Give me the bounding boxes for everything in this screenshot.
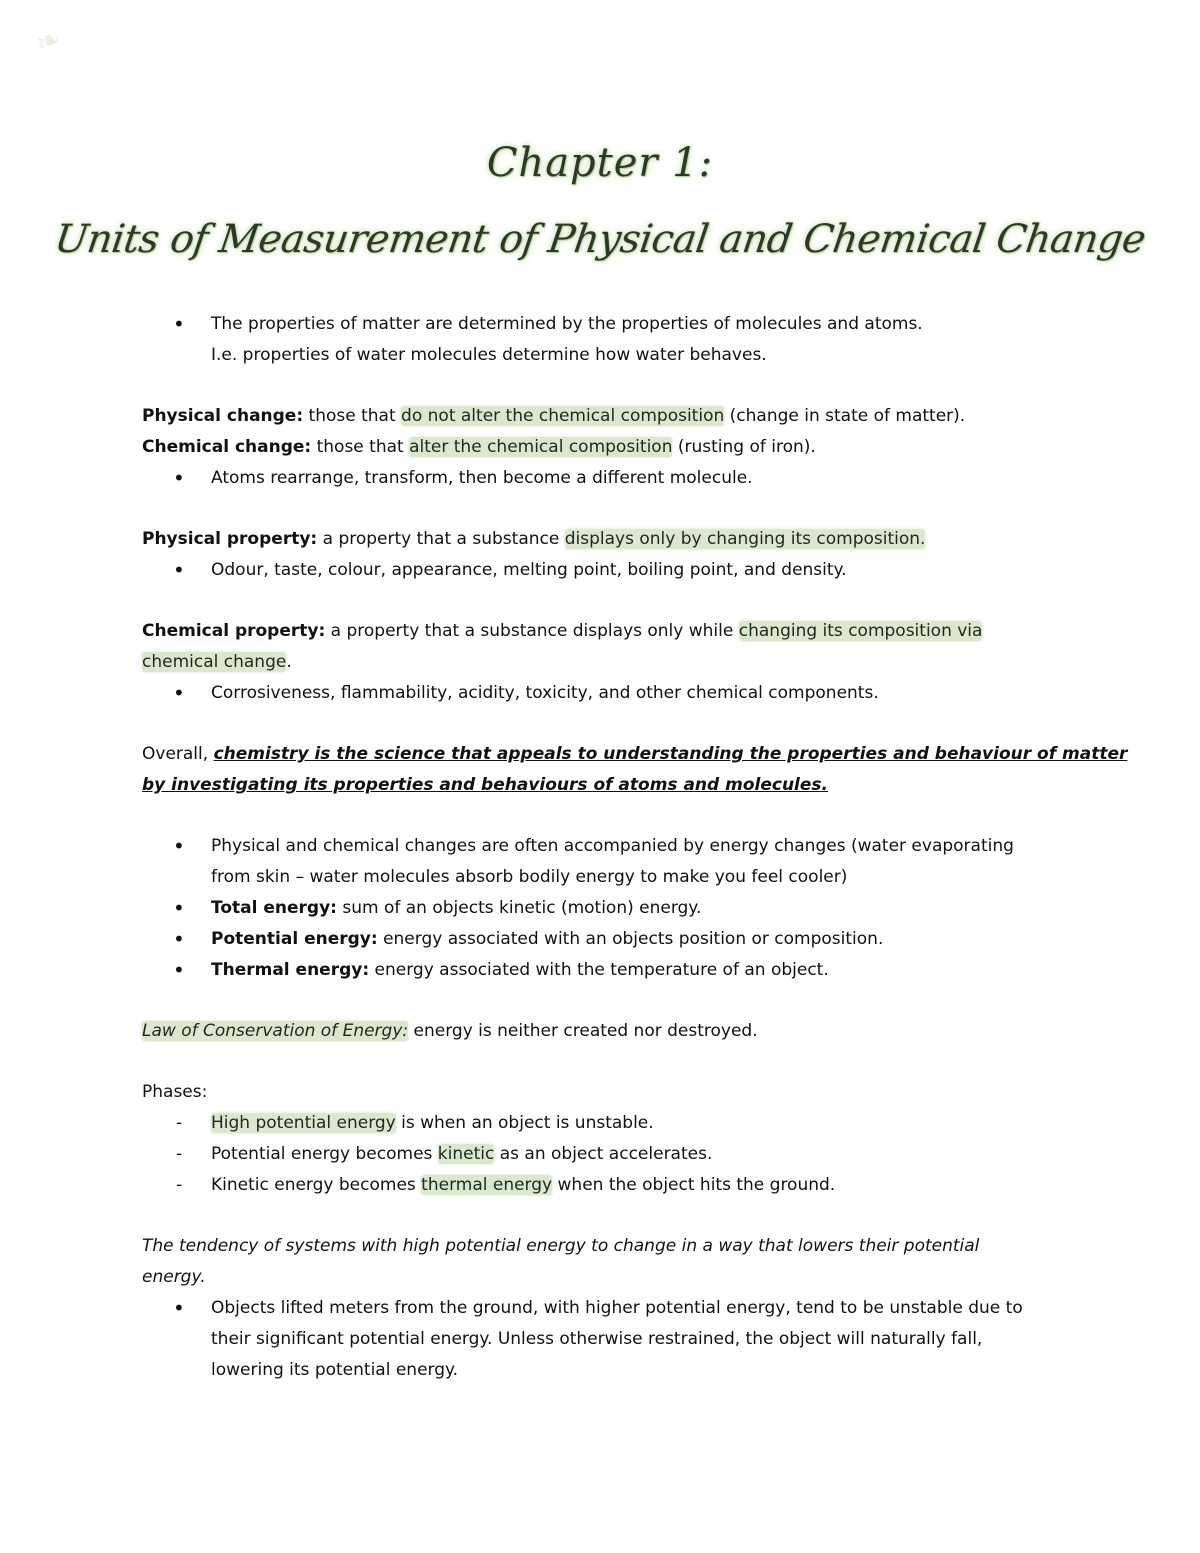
chemical-change-bullet: • Atoms rearrange, transform, then become a different molecule. (142, 463, 1082, 494)
physical-change-definition: Physical change: those that do not alter the chemical composition (change in state of matter). (142, 406, 966, 426)
tendency-statement: The tendency of systems with high potential energy to change in a way that lowers their potential (142, 1236, 980, 1256)
tendency-bullet: • Objects lifted meters from the ground, with higher potential energy, tend to be unstable due to (142, 1293, 1082, 1324)
notes-body (142, 309, 1128, 1386)
intro-bullet: • The properties of matter are determined by the properties of molecules and atoms. (142, 309, 1082, 340)
energy-change-continuation: from skin – water molecules absorb bodily energy to make you feel cooler) (211, 867, 848, 887)
overall-statement-continuation: by investigating its properties and behaviours of atoms and molecules. (142, 775, 828, 795)
law-of-conservation: Law of Conservation of Energy: energy is neither created nor destroyed. (142, 1021, 758, 1041)
total-energy-bullet: • Total energy: sum of an objects kinetic (motion) energy. (142, 893, 1082, 924)
physical-property-bullet: • Odour, taste, colour, appearance, melting point, boiling point, and density. (142, 555, 1082, 586)
chemical-property-continuation: chemical change. (142, 652, 292, 672)
intro-continuation: I.e. properties of water molecules determine how water behaves. (211, 345, 767, 365)
chapter-heading: Chapter 1: (486, 140, 714, 186)
tendency-bullet-continuation: lowering its potential energy. (211, 1360, 459, 1380)
physical-property-definition: Physical property: a property that a substance displays only by changing its composition. (142, 529, 926, 549)
chemical-property-definition: Chemical property: a property that a substance displays only while changing its composition via (142, 621, 983, 641)
chemical-property-bullet: • Corrosiveness, flammability, acidity, toxicity, and other chemical components. (142, 678, 1082, 709)
potential-energy-bullet: • Potential energy: energy associated with an objects position or composition. (142, 924, 1082, 955)
phase-item: - Kinetic energy becomes thermal energy when the object hits the ground. (142, 1170, 1082, 1201)
phase-item: - Potential energy becomes kinetic as an object accelerates. (142, 1139, 1082, 1170)
phases-label: Phases: (142, 1082, 208, 1102)
corner-leaf-icon: ❧ (30, 20, 67, 63)
tendency-bullet-continuation: their significant potential energy. Unless otherwise restrained, the object will naturally fall, (211, 1329, 983, 1349)
tendency-statement-continuation: energy. (142, 1267, 206, 1287)
chapter-title: Units of Measurement of Physical and Chemical Change (51, 217, 1149, 262)
chemical-change-definition: Chemical change: those that alter the chemical composition (rusting of iron). (142, 437, 816, 457)
thermal-energy-bullet: • Thermal energy: energy associated with the temperature of an object. (142, 955, 1082, 986)
overall-statement: Overall, chemistry is the science that appeals to understanding the properties and behaviour of matter (142, 744, 1128, 764)
energy-change-bullet: • Physical and chemical changes are often accompanied by energy changes (water evaporating (142, 831, 1082, 862)
phase-item: - High potential energy is when an object is unstable. (142, 1108, 1082, 1139)
